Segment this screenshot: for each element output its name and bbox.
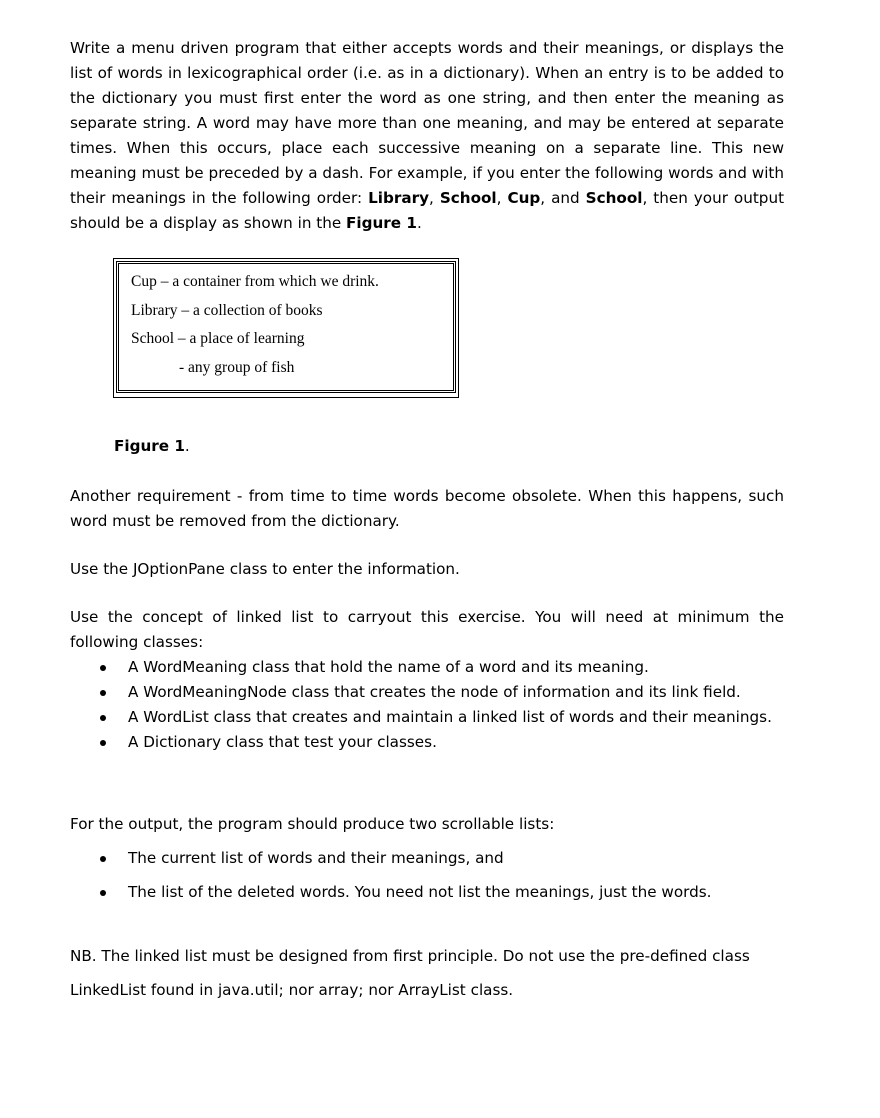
intro-sep-1: , [429, 189, 440, 207]
bullet-icon [100, 665, 106, 671]
word-library: Library [368, 189, 429, 207]
bullet-icon [100, 715, 106, 721]
list-item [70, 730, 784, 755]
list-item-text: The list of the deleted words. You need not list the meanings, just the words. [128, 883, 712, 901]
spacer [70, 755, 784, 812]
list-item-text: A WordList class that creates and maintain a linked list of words and their meanings. [128, 708, 772, 726]
output-lists [70, 846, 784, 905]
joptionpane-paragraph: Use the JOptionPane class to enter the information. [70, 560, 460, 578]
bullet-icon [100, 856, 106, 862]
list-item-text: The current list of words and their meanings, and [128, 849, 504, 867]
figure-line-school: School – a place of learning [131, 330, 305, 347]
intro-end: . [416, 214, 422, 232]
figure-line-cup: Cup – a container from which we drink. [131, 273, 379, 290]
intro-sep-2: , [496, 189, 508, 207]
spacer [70, 582, 784, 605]
list-item-text: A WordMeaning class that hold the name of a word and its meaning. [128, 658, 649, 676]
list-item [70, 655, 784, 680]
spacer [70, 459, 784, 484]
figure-1-content [116, 261, 456, 393]
spacer [70, 914, 784, 939]
intro-sep-4: , then your output should be a display as shown in the [70, 189, 785, 232]
list-item [70, 680, 784, 705]
figure-caption-label: Figure 1 [114, 437, 185, 455]
list-item-text: A Dictionary class that test your classes. [128, 733, 437, 751]
word-cup: Cup [507, 189, 541, 207]
list-item-text: A WordMeaningNode class that creates the node of information and its link field. [128, 683, 741, 701]
linked-list-paragraph: Use the concept of linked list to carryout this exercise. You will need at minimum the following classes: [70, 608, 784, 651]
list-item [70, 705, 784, 730]
list-item [70, 846, 784, 871]
intro-sep-3: , and [540, 189, 586, 207]
word-school: School [439, 189, 497, 207]
spacer [70, 534, 784, 557]
requirement-paragraph: Another requirement - from time to time words become obsolete. When this happens, such word must be removed from the dictionary. [70, 487, 784, 530]
figure-1-box [113, 258, 459, 398]
word-school-second: School [585, 189, 643, 207]
bullet-icon [100, 890, 106, 896]
bullet-icon [100, 740, 106, 746]
bullet-icon [100, 690, 106, 696]
list-item [70, 880, 784, 905]
nb-paragraph: NB. The linked list must be designed from first principle. Do not use the pre-defined class LinkedList found in java.util; nor array; nor ArrayList class. [70, 947, 750, 999]
intro-text: Write a menu driven program that either accepts words and their meanings, or displays the list of words in lexicographical order (i.e. as in a dictionary). When an entry is to be added to the dictionary you must first enter the word as one string, and then enter the meaning as separate string. A word may have more than one meaning, and may be entered at separate times. When this occurs, place each successive meaning on a separate line. This new meaning must be preceded by a dash. For example, if you enter the following words and with their meanings in the following order: [70, 39, 784, 207]
intro-paragraph [70, 36, 784, 236]
figure-line-school-second-meaning: - any group of fish [179, 358, 295, 376]
figure-caption [114, 434, 784, 459]
spacer [70, 837, 784, 846]
figure-caption-period: . [184, 437, 190, 455]
output-paragraph: For the output, the program should produce two scrollable lists: [70, 815, 555, 833]
figure-line-library: Library – a collection of books [131, 301, 323, 319]
figure-reference: Figure 1 [346, 214, 417, 232]
required-classes-list [70, 655, 784, 755]
document-page [70, 36, 784, 1007]
